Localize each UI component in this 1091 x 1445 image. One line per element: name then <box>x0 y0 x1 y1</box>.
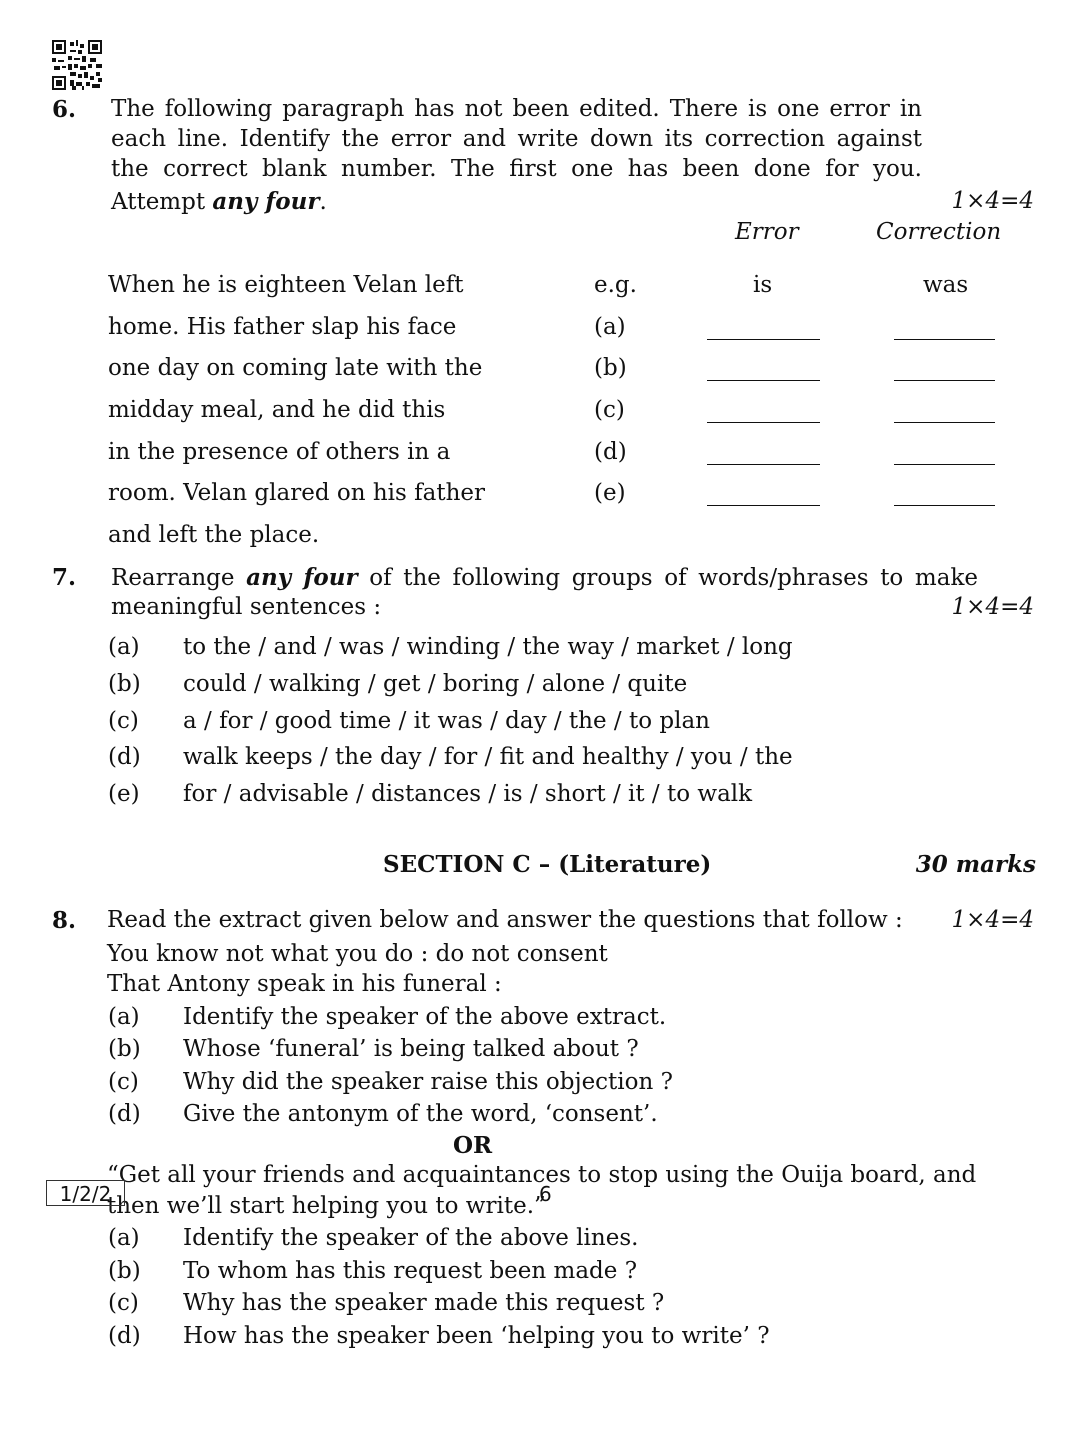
sub-question: Identify the speaker of the above extract. <box>183 1004 667 1030</box>
qr-code-icon <box>52 40 102 90</box>
section-title: SECTION C – (Literature) <box>383 851 712 878</box>
question-number-7: 7. <box>52 564 77 591</box>
sub-question: Give the antonym of the word, ‘consent’. <box>183 1101 658 1127</box>
item-label: (a) <box>108 1004 140 1030</box>
paragraph-line: one day on coming late with the <box>108 355 483 381</box>
sub-question: To whom has this request been made ? <box>183 1258 638 1284</box>
item-label: (b) <box>108 1258 141 1284</box>
blank-label: (c) <box>594 397 625 423</box>
item-label: (d) <box>108 1101 141 1127</box>
q6-instruction-line-2: each line. Identify the error and write down its correction against <box>111 126 922 152</box>
item-label: (e) <box>108 781 140 807</box>
q6-instruction-line-1: The following paragraph has not been edited. There is one error in <box>111 96 922 122</box>
sub-question: How has the speaker been ‘helping you to write’ ? <box>183 1323 770 1349</box>
section-marks: 30 marks <box>915 851 1036 878</box>
item-label: (a) <box>108 634 140 660</box>
paragraph-line: home. His father slap his face <box>108 314 457 340</box>
page-number: 6 <box>539 1182 552 1206</box>
paragraph-line: midday meal, and he did this <box>108 397 446 423</box>
question-number-8: 8. <box>52 907 77 934</box>
paragraph-line: When he is eighteen Velan left <box>108 272 464 298</box>
word-group: could / walking / get / boring / alone / quite <box>183 671 688 697</box>
example-correction: was <box>923 272 969 298</box>
sub-question: Why has the speaker made this request ? <box>183 1290 665 1316</box>
item-label: (d) <box>108 1323 141 1349</box>
q8-marks: 1×4=4 <box>951 907 1034 933</box>
item-label: (c) <box>108 1290 139 1316</box>
correction-blank[interactable] <box>894 422 995 423</box>
q7-marks: 1×4=4 <box>951 594 1034 620</box>
extract-line: That Antony speak in his funeral : <box>107 971 502 997</box>
correction-column-header: Correction <box>876 219 1002 245</box>
word-group: a / for / good time / it was / day / the / to plan <box>183 708 710 734</box>
paragraph-line: and left the place. <box>108 522 320 548</box>
item-label: (b) <box>108 1036 141 1062</box>
blank-label: (a) <box>594 314 626 340</box>
or-divider: OR <box>453 1132 493 1159</box>
extract-line: then we’ll start helping you to write.” <box>107 1193 546 1219</box>
error-blank[interactable] <box>707 505 820 506</box>
paragraph-line: room. Velan glared on his father <box>108 480 485 506</box>
error-blank[interactable] <box>707 422 820 423</box>
correction-blank[interactable] <box>894 380 995 381</box>
q6-instruction-line-3: the correct blank number. The first one has been done for you. <box>111 156 922 182</box>
item-label: (b) <box>108 671 141 697</box>
blank-label: (b) <box>594 355 627 381</box>
correction-blank[interactable] <box>894 339 995 340</box>
q7-instruction-line-2: meaningful sentences : <box>111 594 382 620</box>
extract-line: You know not what you do : do not consent <box>107 941 608 967</box>
sub-question: Why did the speaker raise this objection ? <box>183 1069 673 1095</box>
extract-line: “Get all your friends and acquaintances to stop using the Ouija board, and <box>107 1162 977 1188</box>
paragraph-line: in the presence of others in a <box>108 439 451 465</box>
error-column-header: Error <box>735 219 799 245</box>
question-number-6: 6. <box>52 96 77 123</box>
error-blank[interactable] <box>707 380 820 381</box>
error-blank[interactable] <box>707 464 820 465</box>
q6-attempt-line: Attempt any four. <box>111 188 327 215</box>
example-error: is <box>753 272 773 298</box>
q6-marks: 1×4=4 <box>951 188 1034 214</box>
word-group: walk keeps / the day / for / fit and healthy / you / the <box>183 744 793 770</box>
paper-code: 1/2/2 <box>46 1180 125 1206</box>
blank-label: (d) <box>594 439 627 465</box>
q7-instruction-line-1: Rearrange any four of the following groups of words/phrases to make <box>111 564 979 591</box>
word-group: for / advisable / distances / is / short / it / to walk <box>183 781 753 807</box>
word-group: to the / and / was / winding / the way / market / long <box>183 634 793 660</box>
blank-label: e.g. <box>594 272 637 298</box>
item-label: (c) <box>108 1069 139 1095</box>
q8-instruction: Read the extract given below and answer the questions that follow : <box>107 907 903 933</box>
blank-label: (e) <box>594 480 626 506</box>
sub-question: Whose ‘funeral’ is being talked about ? <box>183 1036 639 1062</box>
item-label: (d) <box>108 744 141 770</box>
sub-question: Identify the speaker of the above lines. <box>183 1225 639 1251</box>
correction-blank[interactable] <box>894 464 995 465</box>
correction-blank[interactable] <box>894 505 995 506</box>
item-label: (c) <box>108 708 139 734</box>
item-label: (a) <box>108 1225 140 1251</box>
error-blank[interactable] <box>707 339 820 340</box>
